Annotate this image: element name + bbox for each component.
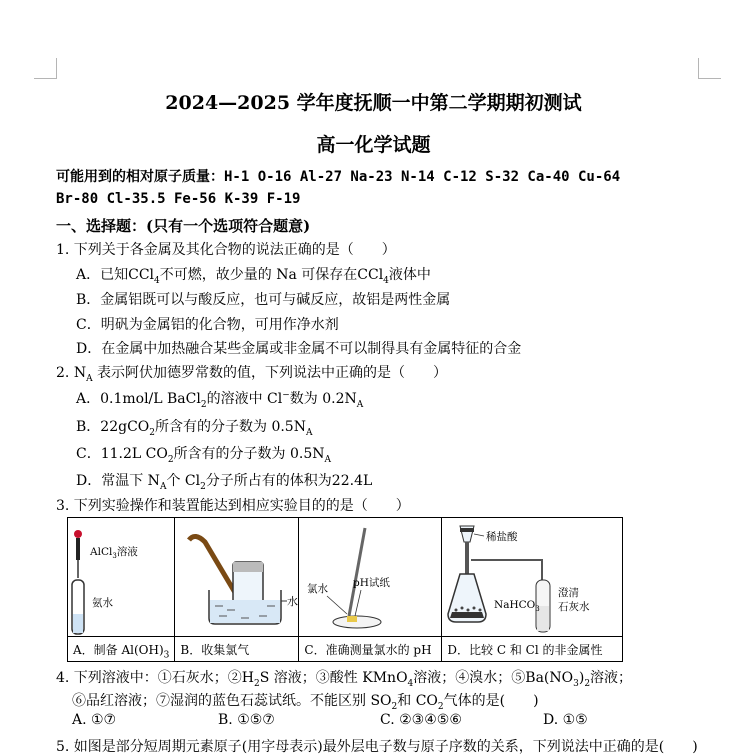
atomic-masses-values-2: Br-80 Cl-35.5 Fe-56 K-39 F-19 bbox=[56, 191, 301, 207]
q4-option-c: C. ②③④⑤⑥ bbox=[380, 712, 462, 728]
q2-option-d: D．常温下 $N_A$个 $Cl_2$分子所占有的体积为22.4L bbox=[76, 473, 373, 492]
q2-option-c: C．11.2L $CO_2$所含有的分子数为 $0.5N_A$ bbox=[76, 446, 332, 465]
exam-subtitle: 高一化学试题 bbox=[316, 134, 431, 156]
caption-b: B．收集氯气 bbox=[175, 637, 299, 662]
q4-stem-line2: ⑥品红溶液；⑦湿润的蓝色石蕊试纸。不能区别 $SO_2$和 $CO_2$气体的是( ) bbox=[72, 693, 539, 712]
q3-apparatus-table bbox=[67, 517, 623, 662]
q2-option-a: A．0.1mol/L BaCl$_2$的溶液中 Cl−数为 $0.2N_A$ bbox=[76, 390, 364, 410]
limewater-label-2: 石灰水 bbox=[558, 601, 590, 613]
water-label: 水 bbox=[287, 595, 299, 608]
atomic-masses-line1 bbox=[56, 166, 620, 186]
chlorine-water-label: 氯水 bbox=[307, 583, 329, 595]
alcl3-label: AlCl$_3$溶液 bbox=[90, 546, 138, 560]
caption-a: A．制备 $Al(OH)_3$ bbox=[68, 637, 175, 662]
q3-stem: 3. 下列实验操作和装置能达到相应实验目的的是（ ） bbox=[56, 498, 410, 514]
q1-option-b: B．金属铝既可以与酸反应，也可与碱反应，故铝是两性金属 bbox=[76, 292, 451, 308]
q4-option-b: B. ①⑤⑦ bbox=[218, 712, 275, 728]
atomic-masses-line2 bbox=[56, 191, 300, 207]
apparatus-d-cell bbox=[442, 518, 623, 637]
q4-option-d: D. ①⑤ bbox=[543, 712, 588, 728]
q1-stem: 1. 下列关于各金属及其化合物的说法正确的是（ ） bbox=[56, 242, 396, 258]
caption-c: C．准确测量氯水的 pH bbox=[299, 637, 442, 662]
dropper-test-tube-diagram bbox=[68, 518, 169, 636]
atomic-masses-values-1: H-1 O-16 Al-27 Na-23 N-14 C-12 S-32 Ca-40 Cu-64 bbox=[224, 169, 621, 185]
q2-option-b: B．22gCO$_2$所含有的分子数为 $0.5N_A$ bbox=[76, 419, 313, 438]
ammonia-label: 氨水 bbox=[92, 597, 113, 609]
crop-mark-right bbox=[698, 58, 721, 79]
caption-d: D．比较 C 和 Cl 的非金属性 bbox=[442, 637, 623, 662]
limewater-label-1: 澄清 bbox=[558, 587, 580, 599]
q1-option-a: A．已知CCl$_4$不可燃，故少量的 Na 可保存在CCl$_4$液体中 bbox=[76, 267, 431, 286]
q2-stem: 2. $N_A$ 表示阿伏加德罗常数的值，下列说法中正确的是（ ） bbox=[56, 365, 448, 384]
q5-stem: 5. 如图是部分短周期元素原子(用字母表示)最外层电子数与原子序数的关系，下列说法中正确的是( ) bbox=[56, 739, 698, 755]
q1-option-c: C．明矾为金属铝的化合物，可用作净水剂 bbox=[76, 317, 339, 333]
ph-test-diagram bbox=[299, 518, 441, 636]
gas-collection-diagram bbox=[175, 518, 298, 636]
nahco3-label: NaHCO$_3$ bbox=[494, 599, 541, 613]
apparatus-c-cell bbox=[299, 518, 442, 637]
q4-option-a: A. ①⑦ bbox=[72, 712, 117, 728]
section-title: 一、选择题：(只有一个选项符合题意) bbox=[56, 217, 311, 235]
ph-paper-label: pH试纸 bbox=[353, 577, 391, 589]
exam-title: 2024—2025 学年度抚顺一中第二学期期初测试 bbox=[165, 92, 582, 114]
apparatus-b-cell bbox=[175, 518, 299, 637]
acid-carbonate-diagram bbox=[442, 518, 622, 636]
q4-stem-line1: 4. 下列溶液中：①石灰水；$②H_2S$ 溶液；③酸性 KMnO$_4$溶液；④溴水；$⑤Ba(NO_3)_2$溶液； bbox=[56, 670, 633, 689]
apparatus-a-cell bbox=[68, 518, 175, 637]
crop-mark-left bbox=[34, 58, 57, 79]
q1-option-d: D．在金属中加热融合某些金属或非金属不可以制得具有金属特征的合金 bbox=[76, 341, 522, 357]
dilute-hcl-label: 稀盐酸 bbox=[486, 531, 518, 543]
atomic-masses-label: 可能用到的相对原子质量： bbox=[56, 169, 224, 185]
